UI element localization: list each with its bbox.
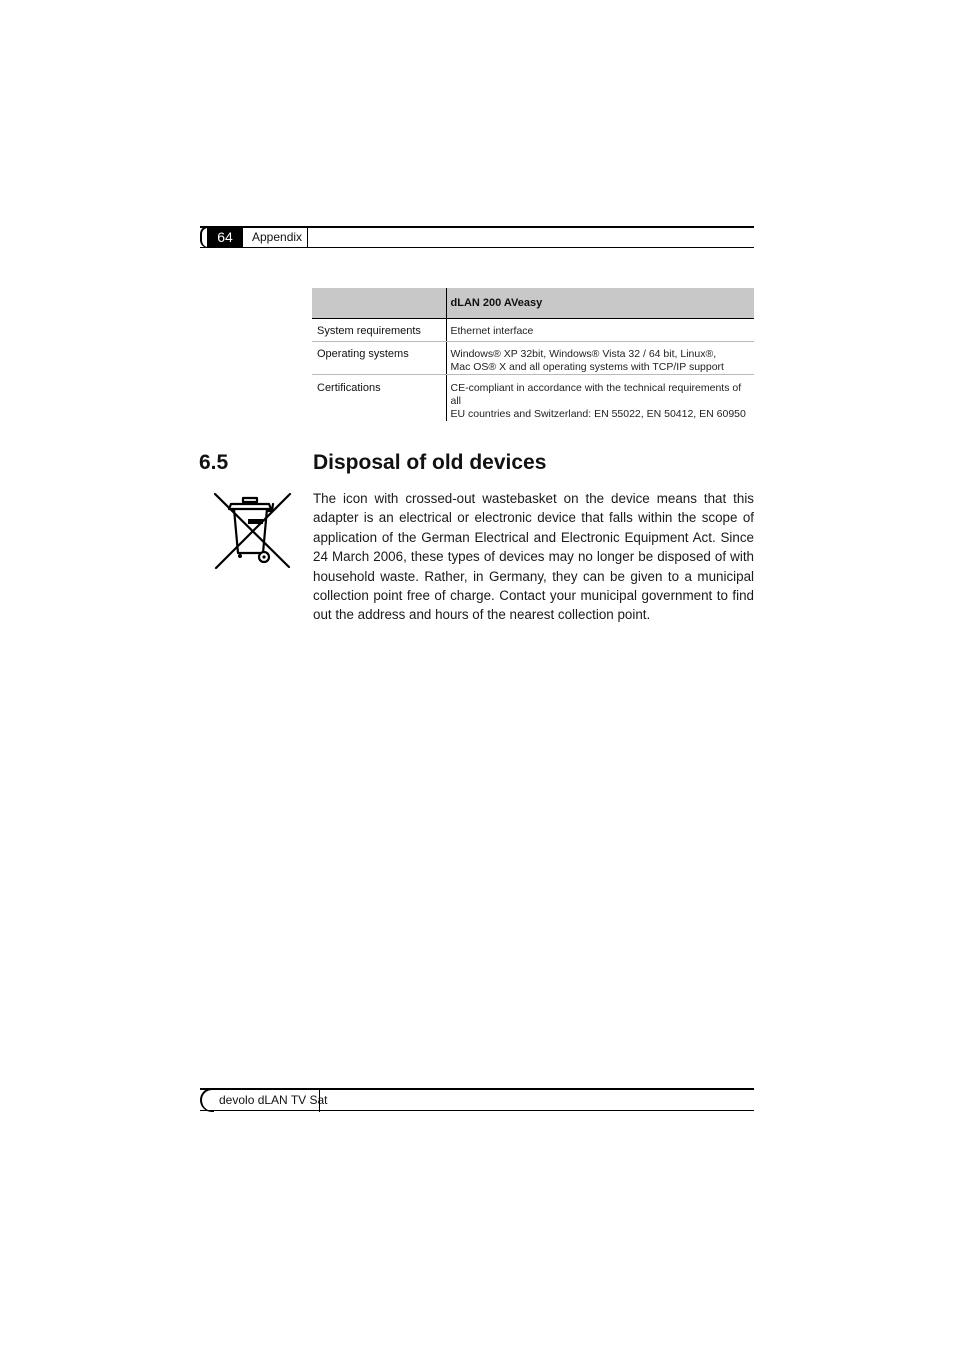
spec-table: [312, 288, 754, 421]
row-value-line: Windows® XP 32bit, Windows® Vista 32 / 64 bit, Linux®,: [450, 348, 717, 360]
row-value: [446, 342, 754, 375]
row-value: [446, 319, 754, 342]
row-value-line: CE-compliant in accordance with the technical requirements of all: [450, 382, 742, 407]
table-header-empty-cell: [312, 288, 446, 319]
row-label: Certifications: [312, 375, 446, 422]
footer-end-cap: [200, 1088, 214, 1112]
header-divider: [307, 226, 308, 248]
table-header-row: [312, 288, 754, 319]
page-number: 64: [207, 227, 243, 247]
footer-rule-bottom: [200, 1110, 754, 1111]
section-body-text: The icon with crossed-out wastebasket on the device means that this adapter is an electrical or electronic device that falls within the scope of application of the German Electrical and Electronic Equipment Act. Since 24 March 2006, these types of devices may no longer be disposed of with household waste. Rather, in Germany, they can be given to a municipal collection point free of charge. Contact your municipal government to find out the address and hours of the nearest collection point.: [313, 491, 754, 623]
table-column-header: dLAN 200 AVeasy: [446, 288, 754, 319]
section-title: Disposal of old devices: [313, 451, 547, 474]
table-row: [312, 319, 754, 342]
footer-divider: [319, 1088, 320, 1112]
crossed-out-wastebasket-icon: [213, 491, 293, 573]
row-value: [446, 375, 754, 422]
footer-product-name: devolo dLAN TV Sat: [219, 1093, 328, 1107]
row-value-line: Mac OS® X and all operating systems with TCP/IP support: [450, 361, 724, 373]
running-section-title: Appendix: [252, 230, 303, 244]
row-label: System requirements: [312, 319, 446, 342]
table-row: [312, 342, 754, 375]
row-label: Operating systems: [312, 342, 446, 375]
row-value-line: EU countries and Switzerland: EN 55022, EN 50412, EN 60950: [450, 408, 746, 420]
section-number: 6.5: [199, 451, 229, 474]
header-rule-bottom: [200, 247, 754, 248]
row-value-line: Ethernet interface: [450, 325, 534, 337]
table-row: [312, 375, 754, 422]
